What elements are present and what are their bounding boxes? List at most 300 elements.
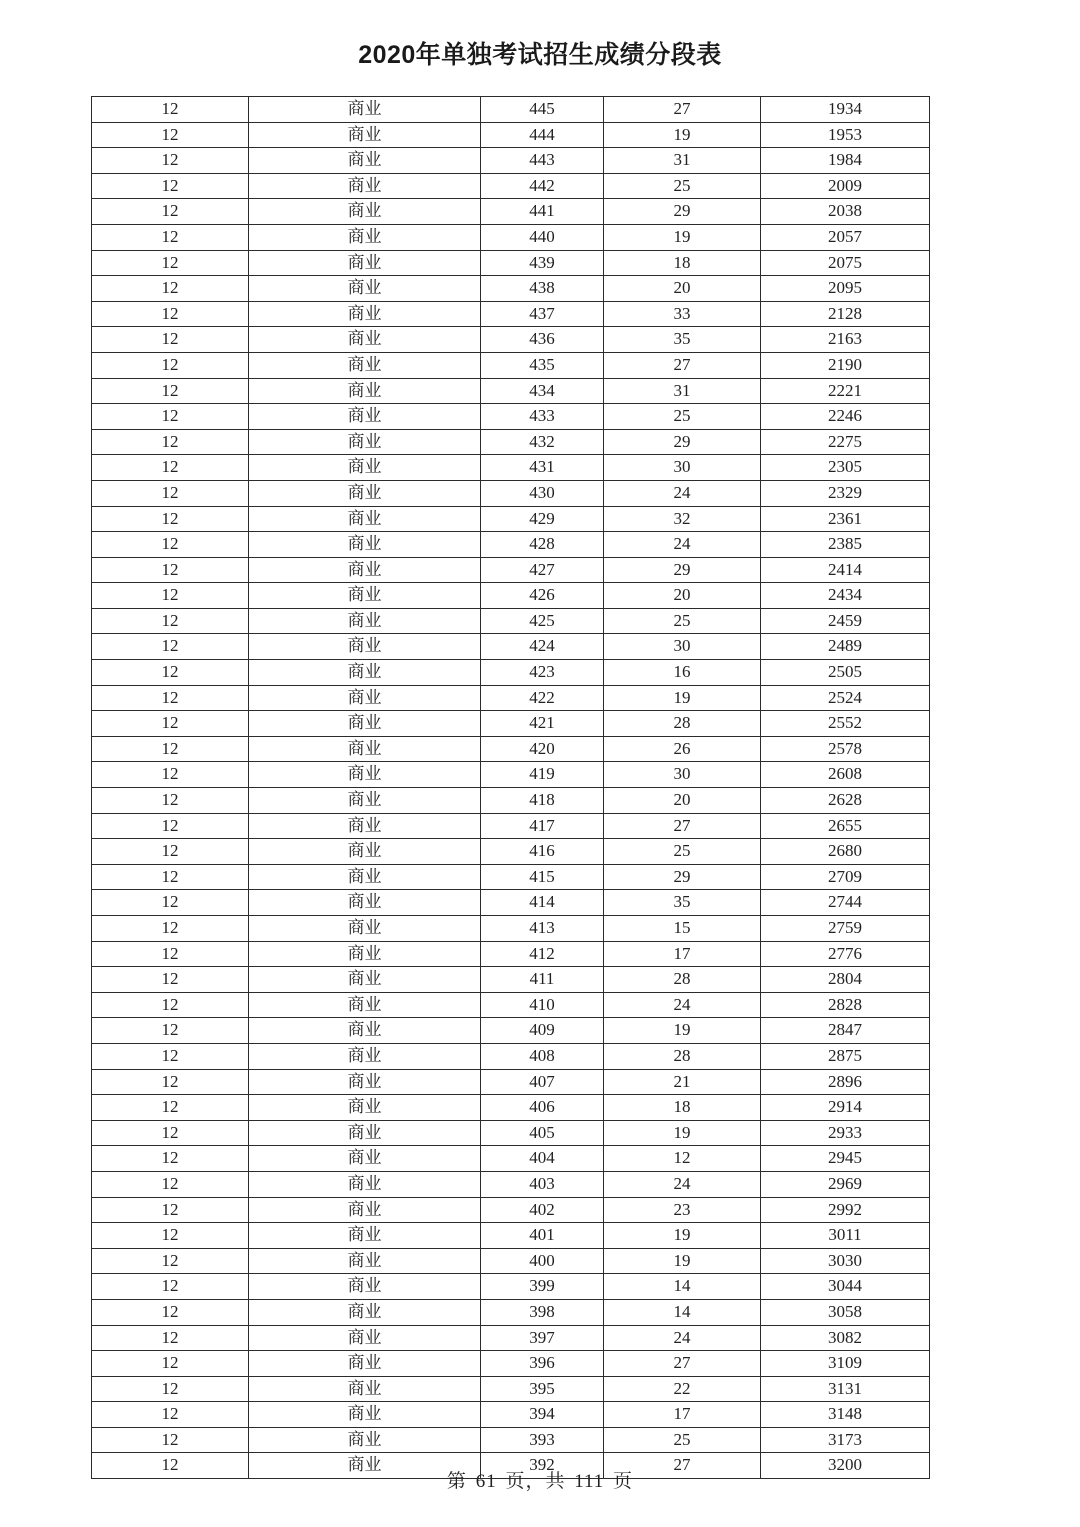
cell-year: 12	[92, 224, 249, 250]
cell-category: 商业	[249, 839, 481, 865]
cell-score: 432	[481, 429, 604, 455]
cell-year: 12	[92, 762, 249, 788]
cell-category: 商业	[249, 404, 481, 430]
cell-year: 12	[92, 1146, 249, 1172]
cell-category: 商业	[249, 378, 481, 404]
cell-category: 商业	[249, 455, 481, 481]
cell-score: 436	[481, 327, 604, 353]
cell-score: 430	[481, 480, 604, 506]
cell-year: 12	[92, 1223, 249, 1249]
cell-score: 434	[481, 378, 604, 404]
cell-cumulative: 2057	[761, 224, 930, 250]
table-row	[92, 173, 930, 199]
cell-count: 25	[604, 404, 761, 430]
cell-year: 12	[92, 660, 249, 686]
cell-count: 28	[604, 711, 761, 737]
cell-year: 12	[92, 736, 249, 762]
cell-score: 439	[481, 250, 604, 276]
cell-cumulative: 2945	[761, 1146, 930, 1172]
table-row	[92, 1402, 930, 1428]
cell-year: 12	[92, 301, 249, 327]
table-row	[92, 634, 930, 660]
cell-count: 29	[604, 199, 761, 225]
score-distribution-table	[91, 96, 930, 1479]
cell-cumulative: 2128	[761, 301, 930, 327]
cell-cumulative: 2361	[761, 506, 930, 532]
cell-cumulative: 2038	[761, 199, 930, 225]
cell-category: 商业	[249, 608, 481, 634]
table-row	[92, 992, 930, 1018]
cell-category: 商业	[249, 711, 481, 737]
table-row	[92, 532, 930, 558]
cell-category: 商业	[249, 762, 481, 788]
table-row	[92, 916, 930, 942]
table-row	[92, 352, 930, 378]
cell-count: 16	[604, 660, 761, 686]
cell-score: 444	[481, 122, 604, 148]
cell-count: 24	[604, 1325, 761, 1351]
table-row	[92, 1069, 930, 1095]
cell-cumulative: 3131	[761, 1376, 930, 1402]
cell-count: 14	[604, 1299, 761, 1325]
cell-year: 12	[92, 1095, 249, 1121]
cell-score: 413	[481, 916, 604, 942]
cell-cumulative: 2875	[761, 1043, 930, 1069]
cell-category: 商业	[249, 736, 481, 762]
cell-score: 400	[481, 1248, 604, 1274]
cell-cumulative: 2552	[761, 711, 930, 737]
cell-count: 19	[604, 224, 761, 250]
cell-year: 12	[92, 173, 249, 199]
table-row	[92, 813, 930, 839]
cell-cumulative: 2275	[761, 429, 930, 455]
cell-score: 433	[481, 404, 604, 430]
cell-score: 429	[481, 506, 604, 532]
cell-count: 27	[604, 813, 761, 839]
cell-count: 35	[604, 890, 761, 916]
footer-prefix: 第	[446, 1471, 467, 1492]
cell-category: 商业	[249, 1223, 481, 1249]
score-table-body	[92, 97, 930, 1479]
cell-count: 35	[604, 327, 761, 353]
cell-count: 32	[604, 506, 761, 532]
cell-category: 商业	[249, 1095, 481, 1121]
cell-year: 12	[92, 506, 249, 532]
cell-score: 396	[481, 1351, 604, 1377]
table-row	[92, 429, 930, 455]
cell-count: 29	[604, 429, 761, 455]
cell-category: 商业	[249, 941, 481, 967]
cell-year: 12	[92, 890, 249, 916]
cell-cumulative: 2459	[761, 608, 930, 634]
cell-cumulative: 3030	[761, 1248, 930, 1274]
cell-cumulative: 3148	[761, 1402, 930, 1428]
cell-cumulative: 2759	[761, 916, 930, 942]
cell-cumulative: 3044	[761, 1274, 930, 1300]
cell-cumulative: 2896	[761, 1069, 930, 1095]
cell-cumulative: 2933	[761, 1120, 930, 1146]
table-row	[92, 839, 930, 865]
table-row	[92, 1351, 930, 1377]
table-row	[92, 506, 930, 532]
table-row	[92, 276, 930, 302]
table-row	[92, 1043, 930, 1069]
cell-count: 25	[604, 608, 761, 634]
cell-year: 12	[92, 634, 249, 660]
cell-score: 404	[481, 1146, 604, 1172]
table-row	[92, 455, 930, 481]
cell-year: 12	[92, 685, 249, 711]
table-row	[92, 301, 930, 327]
cell-cumulative: 2246	[761, 404, 930, 430]
cell-category: 商业	[249, 1171, 481, 1197]
cell-category: 商业	[249, 480, 481, 506]
cell-category: 商业	[249, 429, 481, 455]
cell-year: 12	[92, 839, 249, 865]
cell-year: 12	[92, 1351, 249, 1377]
cell-count: 33	[604, 301, 761, 327]
cell-category: 商业	[249, 967, 481, 993]
cell-year: 12	[92, 813, 249, 839]
cell-year: 12	[92, 250, 249, 276]
table-row	[92, 480, 930, 506]
cell-year: 12	[92, 429, 249, 455]
cell-cumulative: 2628	[761, 788, 930, 814]
cell-year: 12	[92, 1120, 249, 1146]
cell-category: 商业	[249, 890, 481, 916]
cell-count: 28	[604, 967, 761, 993]
cell-score: 409	[481, 1018, 604, 1044]
cell-score: 414	[481, 890, 604, 916]
cell-count: 25	[604, 173, 761, 199]
cell-category: 商业	[249, 813, 481, 839]
table-row	[92, 967, 930, 993]
cell-count: 27	[604, 97, 761, 123]
cell-category: 商业	[249, 1069, 481, 1095]
cell-count: 22	[604, 1376, 761, 1402]
cell-score: 394	[481, 1402, 604, 1428]
cell-cumulative: 1934	[761, 97, 930, 123]
cell-score: 399	[481, 1274, 604, 1300]
cell-category: 商业	[249, 1402, 481, 1428]
cell-year: 12	[92, 608, 249, 634]
cell-cumulative: 2680	[761, 839, 930, 865]
cell-category: 商业	[249, 1299, 481, 1325]
cell-cumulative: 2744	[761, 890, 930, 916]
cell-count: 17	[604, 1402, 761, 1428]
cell-score: 407	[481, 1069, 604, 1095]
cell-category: 商业	[249, 97, 481, 123]
cell-count: 27	[604, 1351, 761, 1377]
cell-cumulative: 2776	[761, 941, 930, 967]
cell-count: 19	[604, 1248, 761, 1274]
table-row	[92, 1018, 930, 1044]
cell-count: 30	[604, 455, 761, 481]
cell-score: 419	[481, 762, 604, 788]
cell-category: 商业	[249, 199, 481, 225]
cell-score: 411	[481, 967, 604, 993]
table-row	[92, 1376, 930, 1402]
cell-cumulative: 2505	[761, 660, 930, 686]
cell-year: 12	[92, 1171, 249, 1197]
cell-year: 12	[92, 480, 249, 506]
cell-year: 12	[92, 122, 249, 148]
cell-year: 12	[92, 941, 249, 967]
cell-score: 445	[481, 97, 604, 123]
cell-score: 424	[481, 634, 604, 660]
page-title: 2020年单独考试招生成绩分段表	[358, 41, 722, 69]
table-row	[92, 762, 930, 788]
cell-category: 商业	[249, 788, 481, 814]
cell-category: 商业	[249, 864, 481, 890]
cell-category: 商业	[249, 1351, 481, 1377]
cell-year: 12	[92, 199, 249, 225]
cell-count: 14	[604, 1274, 761, 1300]
cell-score: 416	[481, 839, 604, 865]
score-table-container	[91, 96, 929, 1479]
cell-cumulative: 2414	[761, 557, 930, 583]
cell-count: 29	[604, 864, 761, 890]
cell-year: 12	[92, 1325, 249, 1351]
cell-category: 商业	[249, 1146, 481, 1172]
cell-category: 商业	[249, 1325, 481, 1351]
footer-total-pages: 111	[574, 1471, 605, 1492]
cell-count: 30	[604, 762, 761, 788]
cell-year: 12	[92, 1453, 249, 1479]
cell-category: 商业	[249, 1248, 481, 1274]
cell-cumulative: 2969	[761, 1171, 930, 1197]
cell-year: 12	[92, 455, 249, 481]
cell-category: 商业	[249, 557, 481, 583]
cell-category: 商业	[249, 352, 481, 378]
cell-category: 商业	[249, 1043, 481, 1069]
cell-score: 437	[481, 301, 604, 327]
table-row	[92, 1095, 930, 1121]
cell-cumulative: 2163	[761, 327, 930, 353]
cell-year: 12	[92, 1427, 249, 1453]
cell-category: 商业	[249, 276, 481, 302]
cell-cumulative: 2075	[761, 250, 930, 276]
footer-suffix: 页	[613, 1471, 634, 1492]
cell-cumulative: 2914	[761, 1095, 930, 1121]
cell-year: 12	[92, 916, 249, 942]
cell-year: 12	[92, 557, 249, 583]
cell-year: 12	[92, 1043, 249, 1069]
cell-category: 商业	[249, 685, 481, 711]
cell-score: 435	[481, 352, 604, 378]
cell-year: 12	[92, 583, 249, 609]
cell-cumulative: 3011	[761, 1223, 930, 1249]
cell-score: 441	[481, 199, 604, 225]
cell-cumulative: 2524	[761, 685, 930, 711]
cell-score: 438	[481, 276, 604, 302]
table-row	[92, 378, 930, 404]
cell-cumulative: 1984	[761, 148, 930, 174]
cell-category: 商业	[249, 250, 481, 276]
cell-year: 12	[92, 1018, 249, 1044]
cell-count: 20	[604, 788, 761, 814]
cell-category: 商业	[249, 301, 481, 327]
table-row	[92, 1120, 930, 1146]
table-row	[92, 1325, 930, 1351]
table-row	[92, 1171, 930, 1197]
table-row	[92, 788, 930, 814]
cell-count: 27	[604, 1453, 761, 1479]
cell-count: 18	[604, 1095, 761, 1121]
cell-cumulative: 3173	[761, 1427, 930, 1453]
cell-year: 12	[92, 404, 249, 430]
cell-count: 19	[604, 685, 761, 711]
cell-count: 17	[604, 941, 761, 967]
cell-count: 21	[604, 1069, 761, 1095]
table-row	[92, 122, 930, 148]
cell-count: 31	[604, 148, 761, 174]
cell-score: 410	[481, 992, 604, 1018]
table-row	[92, 608, 930, 634]
cell-count: 31	[604, 378, 761, 404]
cell-count: 29	[604, 557, 761, 583]
cell-category: 商业	[249, 916, 481, 942]
cell-score: 442	[481, 173, 604, 199]
cell-cumulative: 2828	[761, 992, 930, 1018]
cell-year: 12	[92, 1069, 249, 1095]
cell-category: 商业	[249, 1120, 481, 1146]
cell-year: 12	[92, 788, 249, 814]
table-row	[92, 1274, 930, 1300]
cell-count: 30	[604, 634, 761, 660]
cell-score: 423	[481, 660, 604, 686]
table-row	[92, 583, 930, 609]
cell-score: 408	[481, 1043, 604, 1069]
table-row	[92, 148, 930, 174]
table-row	[92, 97, 930, 123]
cell-category: 商业	[249, 1274, 481, 1300]
table-row	[92, 1299, 930, 1325]
cell-score: 392	[481, 1453, 604, 1479]
cell-score: 417	[481, 813, 604, 839]
cell-score: 431	[481, 455, 604, 481]
table-row	[92, 864, 930, 890]
cell-cumulative: 2709	[761, 864, 930, 890]
cell-score: 427	[481, 557, 604, 583]
cell-score: 402	[481, 1197, 604, 1223]
cell-score: 425	[481, 608, 604, 634]
cell-count: 20	[604, 276, 761, 302]
cell-cumulative: 2489	[761, 634, 930, 660]
table-row	[92, 685, 930, 711]
cell-year: 12	[92, 352, 249, 378]
cell-year: 12	[92, 532, 249, 558]
cell-score: 443	[481, 148, 604, 174]
cell-count: 24	[604, 1171, 761, 1197]
cell-year: 12	[92, 711, 249, 737]
cell-year: 12	[92, 1402, 249, 1428]
cell-category: 商业	[249, 1018, 481, 1044]
cell-score: 403	[481, 1171, 604, 1197]
table-row	[92, 1248, 930, 1274]
cell-count: 19	[604, 122, 761, 148]
cell-score: 395	[481, 1376, 604, 1402]
table-row	[92, 711, 930, 737]
cell-cumulative: 2009	[761, 173, 930, 199]
cell-cumulative: 2992	[761, 1197, 930, 1223]
cell-year: 12	[92, 1274, 249, 1300]
cell-score: 420	[481, 736, 604, 762]
cell-count: 26	[604, 736, 761, 762]
cell-category: 商业	[249, 173, 481, 199]
cell-count: 25	[604, 839, 761, 865]
cell-category: 商业	[249, 148, 481, 174]
cell-category: 商业	[249, 1427, 481, 1453]
cell-score: 422	[481, 685, 604, 711]
table-row	[92, 736, 930, 762]
cell-score: 426	[481, 583, 604, 609]
cell-category: 商业	[249, 122, 481, 148]
table-row	[92, 660, 930, 686]
cell-score: 398	[481, 1299, 604, 1325]
cell-count: 23	[604, 1197, 761, 1223]
table-row	[92, 1223, 930, 1249]
cell-score: 421	[481, 711, 604, 737]
cell-year: 12	[92, 276, 249, 302]
cell-cumulative: 2804	[761, 967, 930, 993]
table-row	[92, 557, 930, 583]
cell-count: 24	[604, 532, 761, 558]
footer-middle: 页，共	[505, 1471, 566, 1492]
cell-score: 440	[481, 224, 604, 250]
cell-category: 商业	[249, 1453, 481, 1479]
cell-count: 20	[604, 583, 761, 609]
cell-score: 397	[481, 1325, 604, 1351]
cell-score: 401	[481, 1223, 604, 1249]
cell-cumulative: 2305	[761, 455, 930, 481]
cell-cumulative: 3082	[761, 1325, 930, 1351]
cell-cumulative: 2434	[761, 583, 930, 609]
cell-score: 405	[481, 1120, 604, 1146]
cell-year: 12	[92, 1376, 249, 1402]
cell-count: 24	[604, 480, 761, 506]
cell-year: 12	[92, 992, 249, 1018]
cell-score: 406	[481, 1095, 604, 1121]
cell-count: 28	[604, 1043, 761, 1069]
cell-cumulative: 2655	[761, 813, 930, 839]
cell-count: 18	[604, 250, 761, 276]
cell-year: 12	[92, 864, 249, 890]
cell-year: 12	[92, 1197, 249, 1223]
cell-year: 12	[92, 97, 249, 123]
cell-category: 商业	[249, 1197, 481, 1223]
table-row	[92, 1427, 930, 1453]
cell-score: 415	[481, 864, 604, 890]
cell-year: 12	[92, 378, 249, 404]
cell-year: 12	[92, 327, 249, 353]
cell-cumulative: 3109	[761, 1351, 930, 1377]
cell-category: 商业	[249, 532, 481, 558]
cell-count: 19	[604, 1120, 761, 1146]
cell-count: 19	[604, 1018, 761, 1044]
cell-category: 商业	[249, 327, 481, 353]
table-row	[92, 224, 930, 250]
cell-category: 商业	[249, 634, 481, 660]
cell-cumulative: 2385	[761, 532, 930, 558]
cell-category: 商业	[249, 506, 481, 532]
cell-year: 12	[92, 967, 249, 993]
footer-page-number: 61	[475, 1471, 497, 1492]
cell-score: 393	[481, 1427, 604, 1453]
cell-score: 418	[481, 788, 604, 814]
cell-year: 12	[92, 1248, 249, 1274]
cell-year: 12	[92, 148, 249, 174]
